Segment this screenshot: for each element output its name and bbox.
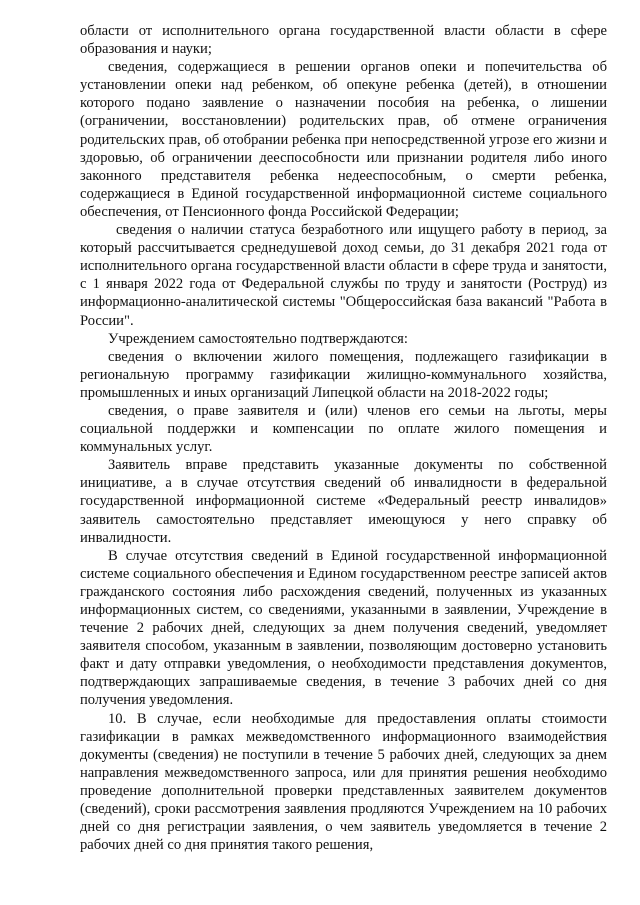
document-page xyxy=(80,22,607,854)
paragraph-6: сведения, о праве заявителя и (или) членов его семьи на льготы, меры социальной поддержки и компенсации по оплате жилого помещения и коммунальных услуг. xyxy=(80,402,607,456)
paragraph-3: сведения о наличии статуса безработного или ищущего работу в период, за который рассчитывается среднедушевой доход семьи, до 31 декабря 2021 года от исполнительного органа государственной власти области в сфере труда и занятости, с 1 января 2022 года от Федеральной службы по труду и занятости (Роструд) из информационно-аналитической системы "Общероссийская база вакансий "Работа в России". xyxy=(80,222,607,329)
paragraph-5: сведения о включении жилого помещения, подлежащего газификации в региональную программу газификации жилищно-коммунального хозяйства, промышленных и иных организаций Липецкой области на 2018-2022 годы; xyxy=(80,348,607,401)
paragraph-1: области от исполнительного органа государственной власти области в сфере образования и науки; xyxy=(80,23,607,58)
paragraph-8: В случае отсутствия сведений в Единой государственной информационной системе социального обеспечения и Едином государственном реестре записей актов гражданского состояния либо расхождения сведений, полученных из указанных информационных систем, со сведениями, указанными в заявлении, Учреждение в течение 2 рабочих дней, следующих за днем получения сведений, уведомляет заявителя способом, указанным в заявлении, позволяющим достоверно установить факт и дату отправки уведомления, о необходимости представления документов, подтверждающих запрашиваемые сведения, в течение 3 рабочих дней со дня получения уведомления. xyxy=(80,547,607,709)
paragraph-7: Заявитель вправе представить указанные документы по собственной инициативе, а в случае отсутствия сведений об инвалидности в федеральной государственной информационной системе «Федеральный реестр инвалидов» заявитель самостоятельно представляет имеющуюся у него справку об инвалидности. xyxy=(80,457,607,546)
paragraph-2: сведения, содержащиеся в решении органов опеки и попечительства об установлении опеки над ребенком, об опекуне ребенка (детей), в отношении которого подано заявление о назначении пособия на ребенка, о лишении (ограничении, восстановлении) родительских прав, об отмене ограничения родительских прав, об отобрании ребенка при непосредственной угрозе его жизни и здоровью, об ограничении дееспособности или признании родителя либо иного законного представителя ребенка недееспособным, о смерти ребенка, содержащиеся в Единой государственной информационной системе социального обеспечения, от Пенсионного фонда Российской Федерации; xyxy=(80,59,607,220)
paragraph-9: 10. В случае, если необходимые для предоставления оплаты стоимости газификации в рамках межведомственного информационного взаимодействия документы (сведения) не поступили в течение 5 рабочих дней, следующих за днем направления межведомственного запроса, или для принятия решения необходимо проведение дополнительной проверки представленных заявителем документов (сведений), сроки рассмотрения заявления продляются Учреждением на 10 рабочих дней со дня регистрации заявления, о чем заявитель уведомляется в течение 2 рабочих дней со дня принятия такого решения, xyxy=(80,710,607,854)
paragraph-4: Учреждением самостоятельно подтверждаются: xyxy=(108,330,408,347)
